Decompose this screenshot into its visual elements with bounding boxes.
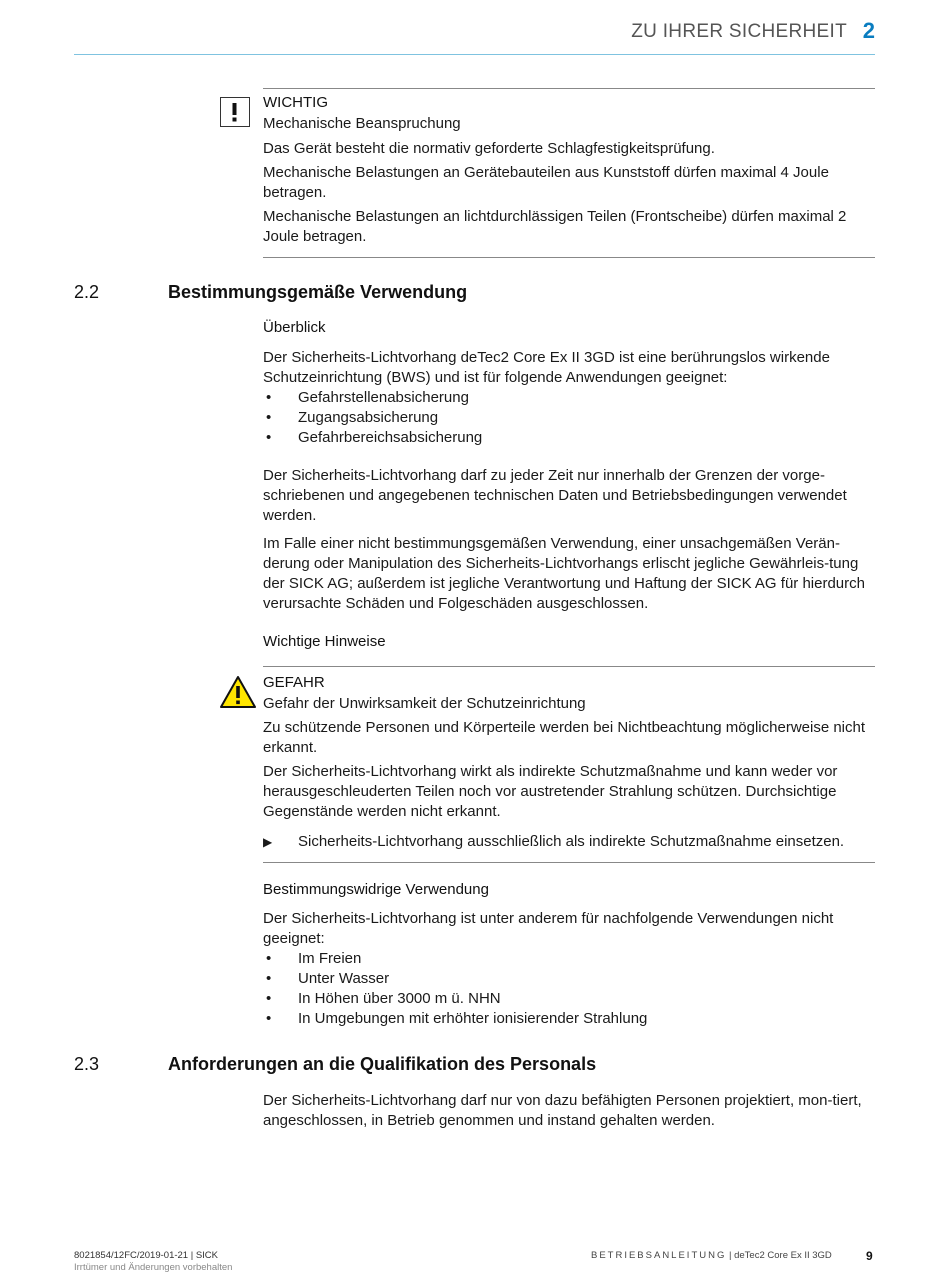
subheading-overview: Überblick	[263, 319, 326, 336]
notice-label-danger: GEFAHR	[263, 674, 325, 691]
page-header	[74, 18, 875, 55]
list-item: • Gefahrbereichsabsicherung	[263, 428, 875, 448]
improper-paragraph: Der Sicherheits-Lichtvorhang ist unter anderem für nachfolgende Verwendungen nicht geeignet:	[263, 910, 834, 947]
section-number: 2.3	[74, 1054, 100, 1074]
action-arrow-icon: ▶	[263, 835, 273, 849]
list-item: • In Höhen über 3000 m ü. NHN	[263, 989, 875, 1009]
danger-top-rule	[263, 666, 875, 667]
list-item: • Unter Wasser	[263, 969, 875, 989]
qualification-paragraph: Der Sicherheits-Lichtvorhang darf nur von dazu befähigten Personen projektiert, mon-tiert, angeschlossen, in Betrieb genommen und instand gehalten werden.	[263, 1092, 862, 1129]
footer-disclaimer: Irrtümer und Änderungen vorbehalten	[74, 1262, 233, 1273]
danger-paragraph: Zu schützende Personen und Körperteile werden bei Nichtbeachtung möglicherweise nicht erkannt.	[263, 719, 866, 756]
notice-paragraph: Mechanische Belastungen an lichtdurchlässigen Teilen (Frontscheibe) dürfen maximal 2 Joule betragen.	[263, 208, 847, 245]
use-list	[263, 388, 875, 448]
important-icon	[220, 97, 250, 127]
list-item: • Im Freien	[263, 949, 875, 969]
footer-product: | deTec2 Core Ex II 3GD	[729, 1250, 832, 1261]
notice-paragraph: Das Gerät besteht die normativ geforderte Schlagfestigkeitsprüfung.	[263, 140, 715, 157]
section-number: 2.2	[74, 282, 100, 302]
subheading-improper-use: Bestimmungswidrige Verwendung	[263, 881, 489, 898]
subheading-hints: Wichtige Hinweise	[263, 633, 386, 650]
notice-bottom-rule	[263, 257, 875, 258]
section-title: Bestimmungsgemäße Verwendung	[168, 282, 468, 302]
page-number: 9	[866, 1249, 873, 1263]
chapter-number: 2	[862, 18, 875, 43]
improper-use-list	[263, 949, 875, 1029]
limits-paragraph: Der Sicherheits-Lichtvorhang darf zu jeder Zeit nur innerhalb der Grenzen der vorge-schriebenen und angegebenen technischen Daten und Betriebsbedingungen verwendet werden.	[263, 467, 847, 524]
warning-triangle-icon	[219, 675, 257, 709]
overview-paragraph: Der Sicherheits-Lichtvorhang deTec2 Core Ex II 3GD ist eine berührungslos wirkende Schutzeinrichtung (BWS) und ist für folgende Anwendungen geeignet:	[263, 349, 830, 386]
footer-doc-info	[74, 1250, 232, 1274]
danger-bottom-rule	[263, 862, 875, 863]
notice-top-rule	[263, 88, 875, 89]
notice-subtitle: Mechanische Beanspruchung	[263, 115, 461, 132]
footer-doc-id: 8021854/12FC/2019-01-21 | SICK	[74, 1250, 219, 1261]
list-item: • In Umgebungen mit erhöhter ionisierender Strahlung	[263, 1009, 875, 1029]
action-text: Sicherheits-Lichtvorhang ausschließlich als indirekte Schutzmaßnahme einsetzen.	[298, 833, 845, 850]
danger-subtitle: Gefahr der Unwirksamkeit der Schutzeinrichtung	[263, 695, 586, 712]
list-item: • Zugangsabsicherung	[263, 408, 875, 428]
misuse-paragraph: Im Falle einer nicht bestimmungsgemäßen Verwendung, einer unsachgemäßen Verän-derung oder Manipulation des Sicherheits-Lichtvorhangs erlischt jegliche Gewährleis-tung der SICK AG; außerdem ist jegliche Verantwortung und Haftung der SICK AG für hierdurch verursachte Schäden und Folgeschäden ausgeschlossen.	[263, 535, 865, 612]
list-item: • Gefahrstellenabsicherung	[263, 388, 875, 408]
chapter-title: ZU IHRER SICHERHEIT	[631, 21, 847, 42]
footer-doc-type: BETRIEBSANLEITUNG	[591, 1250, 727, 1261]
section-title: Anforderungen an die Qualifikation des Personals	[168, 1054, 597, 1074]
danger-paragraph: Der Sicherheits-Lichtvorhang wirkt als indirekte Schutzmaßnahme und kann weder vor herausgeschleuderten Teilen noch vor austretender Strahlung schützen. Durchsichtige Gegenstände werden nicht erkannt.	[263, 763, 838, 820]
notice-paragraph: Mechanische Belastungen an Gerätebauteilen aus Kunststoff dürfen maximal 4 Joule betragen.	[263, 164, 829, 201]
notice-label-important: WICHTIG	[263, 94, 328, 111]
footer-doc-title	[591, 1250, 832, 1261]
